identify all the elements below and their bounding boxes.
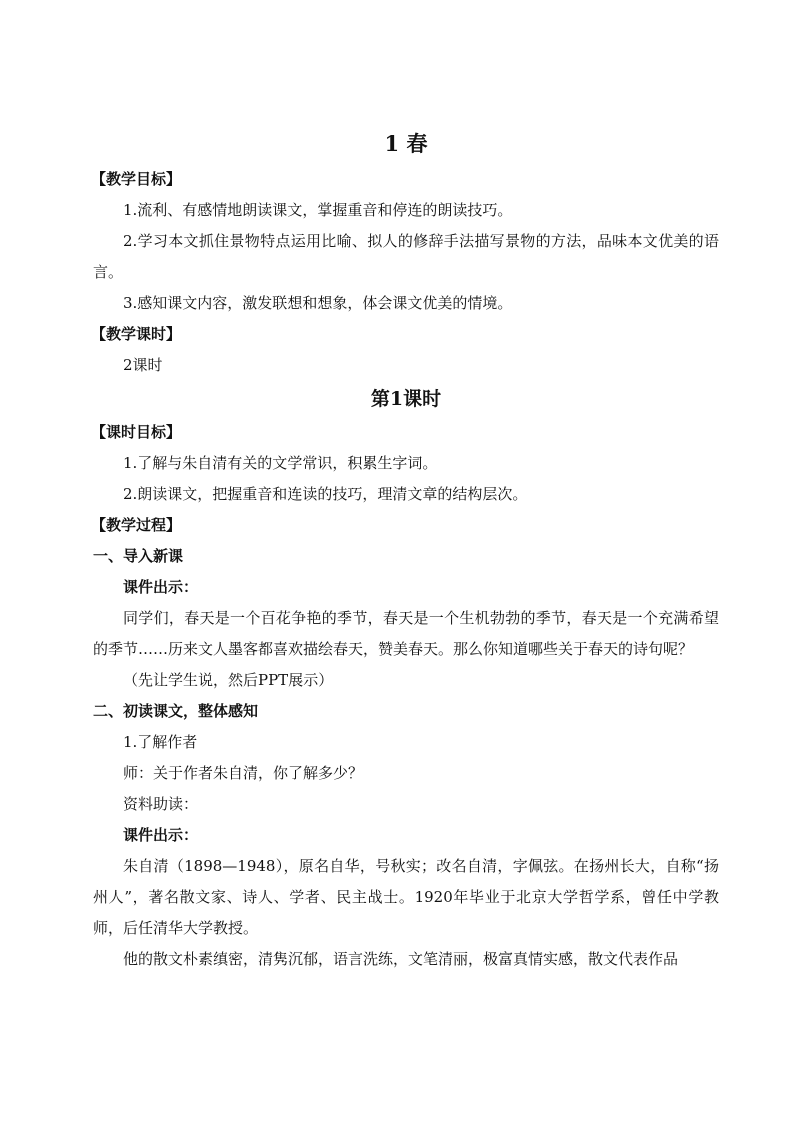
part2-question: 师：关于作者朱自清，你了解多少？ bbox=[123, 764, 364, 782]
lesson-goal-item-1: 1.了解与朱自清有关的文学常识，积累生字词。 bbox=[123, 454, 438, 472]
part1-heading: 一、导入新课 bbox=[93, 547, 184, 565]
process-heading: 【教学过程】 bbox=[91, 516, 182, 534]
goal-item-2: 2.学习本文抓住景物特点运用比喻、拟人的修辞手法描写景物的方法，品味本文优美的语言。 bbox=[93, 232, 719, 281]
period-value: 2课时 bbox=[123, 356, 163, 374]
part2-item1: 1.了解作者 bbox=[123, 733, 198, 751]
part1-courseware-label: 课件出示： bbox=[123, 578, 199, 596]
part2-heading: 二、初读课文，整体感知 bbox=[93, 702, 259, 720]
goal-item-1: 1.流利、有感情地朗读课文，掌握重音和停连的朗读技巧。 bbox=[123, 201, 513, 219]
lesson-title: 第1课时 bbox=[370, 388, 442, 410]
part2-material: 资料助读： bbox=[123, 795, 199, 813]
goals-heading: 【教学目标】 bbox=[91, 170, 182, 188]
part1-intro-text: 同学们，春天是一个百花争艳的季节，春天是一个生机勃勃的季节，春天是一个充满希望的季节……历来文人墨客都喜欢描绘春天，赞美春天。那么你知道哪些关于春天的诗句呢？ bbox=[93, 609, 719, 658]
document-title: 1 春 bbox=[384, 131, 428, 156]
period-heading: 【教学课时】 bbox=[91, 325, 182, 343]
part2-bio-text: 朱自清（1898—1948），原名自华，号秋实；改名自清，字佩弦。在扬州长大，自称“扬州人”，著名散文家、诗人、学者、民主战士。1920年毕业于北京大学哲学系，曾任中学教师，后任清华大学教授。 bbox=[93, 857, 719, 937]
lesson-goals-heading: 【课时目标】 bbox=[91, 423, 182, 441]
part2-style-text: 他的散文朴素缜密，清隽沉郁，语言洗练，文笔清丽，极富真情实感，散文代表作品 bbox=[123, 950, 679, 968]
document-page bbox=[93, 126, 719, 975]
goal-item-3: 3.感知课文内容，激发联想和想象，体会课文优美的情境。 bbox=[123, 294, 513, 312]
part2-courseware-label: 课件出示： bbox=[123, 826, 199, 844]
part1-note: （先让学生说，然后PPT展示） bbox=[123, 671, 334, 689]
lesson-goal-item-2: 2.朗读课文，把握重音和连读的技巧，理清文章的结构层次。 bbox=[123, 485, 528, 503]
